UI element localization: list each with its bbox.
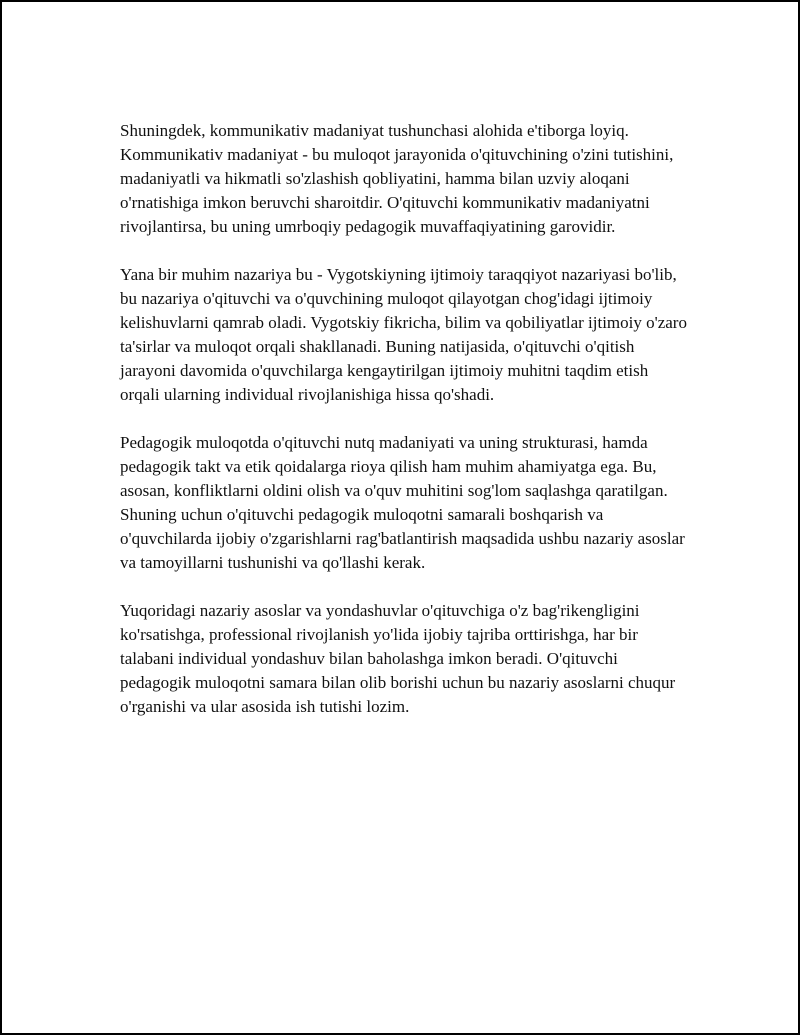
paragraph-nutq-madaniyati: Pedagogik muloqotda o'qituvchi nutq madaniyati va uning strukturasi, hamda pedagogik takt va etik qoidalarga rioya qilish ham muhim ahamiyatga ega. Bu, asosan, konfliktlarni oldini olish va o'quv muhitini sog'lom saqlashga qaratilgan. Shuning uchun o'qituvchi pedagogik muloqotni samarali boshqarish va o'quvchilarda ijobiy o'zgarishlarni rag'batlantirish maqsadida ushbu nazariy asoslar va tamoyillarni tushunishi va qo'llashi kerak. xyxy=(120,433,685,572)
document-body xyxy=(120,119,688,743)
paragraph-xulosa: Yuqoridagi nazariy asoslar va yondashuvlar o'qituvchiga o'z bag'rikengligini ko'rsatishga, professional rivojlanish yo'lida ijobiy tajriba orttirishga, har bir talabani individual yondashuv bilan baholashga imkon beradi. O'qituvchi pedagogik muloqotni samara bilan olib borishi uchun bu nazariy asoslarni chuqur o'rganishi va ular asosida ish tutishi lozim. xyxy=(120,601,676,716)
paragraph-vygotskiy-nazariyasi: Yana bir muhim nazariya bu - Vygotskiyning ijtimoiy taraqqiyot nazariyasi bo'lib, bu nazariya o'qituvchi va o'quvchining muloqot qilayotgan chog'idagi ijtimoiy kelishuvlarni qamrab oladi. Vygotskiy fikricha, bilim va qobiliyatlar ijtimoiy o'zaro ta'sirlar va muloqot orqali shakllanadi. Buning natijasida, o'qituvchi o'qitish jarayoni davomida o'quvchilarga kengaytirilgan ijtimoiy muhitni taqdim etish orqali ularning individual rivojlanishiga hissa qo'shadi. xyxy=(120,265,687,404)
paragraph-kommunikativ-madaniyat: Shuningdek, kommunikativ madaniyat tushunchasi alohida e'tiborga loyiq. Kommunikativ madaniyat - bu muloqot jarayonida o'qituvchining o'zini tutishini, madaniyatli va hikmatli so'zlashish qobliyatini, hamma bilan uzviy aloqani o'rnatishiga imkon beruvchi sharoitdir. O'qituvchi kommunikativ madaniyatni rivojlantirsa, bu uning umrboqiy pedagogik muvaffaqiyatining garovidir. xyxy=(120,121,674,236)
